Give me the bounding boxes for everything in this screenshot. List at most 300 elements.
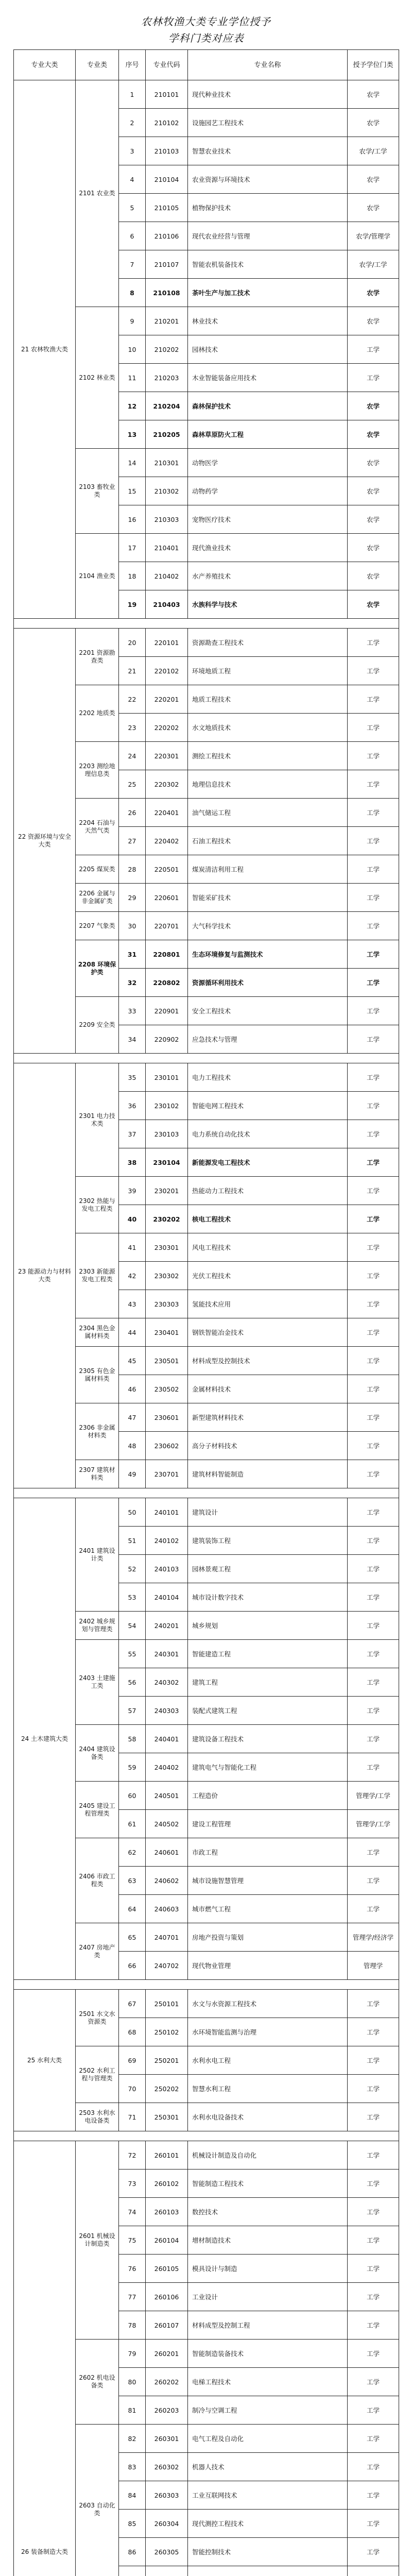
degree-cell: 工学 bbox=[348, 1148, 399, 1177]
degree-cell: 工学 bbox=[348, 2283, 399, 2311]
category-cell: 25 水利大类 bbox=[14, 1990, 76, 2131]
code-cell: 240402 bbox=[146, 1753, 188, 1782]
code-cell: 210101 bbox=[146, 80, 188, 109]
number-cell: 58 bbox=[119, 1725, 146, 1753]
major-name-cell: 大气科学技术 bbox=[188, 912, 348, 940]
number-cell: 75 bbox=[119, 2226, 146, 2255]
number-cell: 83 bbox=[119, 2453, 146, 2481]
major-name-cell: 数控技术 bbox=[188, 2198, 348, 2226]
degree-cell: 工学 bbox=[348, 2311, 399, 2340]
major-name-cell: 智能电网工程技术 bbox=[188, 1092, 348, 1120]
class-cell: 2601 机械设计制造类 bbox=[76, 2141, 119, 2340]
code-cell: 220601 bbox=[146, 884, 188, 912]
number-cell: 16 bbox=[119, 505, 146, 534]
degree-cell: 管理学 bbox=[348, 1952, 399, 1980]
degree-cell: 工学 bbox=[348, 2018, 399, 2046]
major-name-cell: 智慧农业技术 bbox=[188, 137, 348, 165]
class-cell: 2104 渔业类 bbox=[76, 534, 119, 619]
number-cell bbox=[119, 2566, 146, 2576]
major-name-cell: 植物保护技术 bbox=[188, 194, 348, 222]
major-name-cell: 高分子材料技术 bbox=[188, 1432, 348, 1460]
code-cell: 230202 bbox=[146, 1205, 188, 1233]
degree-cell: 管理学/经济学 bbox=[348, 1923, 399, 1952]
number-cell: 73 bbox=[119, 2170, 146, 2198]
degree-cell: 管理学/工学 bbox=[348, 1810, 399, 1838]
table-row bbox=[14, 1063, 399, 1092]
number-cell: 1 bbox=[119, 80, 146, 109]
degree-cell: 工学 bbox=[348, 1725, 399, 1753]
degree-cell: 工学 bbox=[348, 2170, 399, 2198]
code-cell: 260101 bbox=[146, 2141, 188, 2170]
major-name-cell: 机器人技术 bbox=[188, 2453, 348, 2481]
major-name-cell: 光伏工程技术 bbox=[188, 1262, 348, 1290]
number-cell: 47 bbox=[119, 1403, 146, 1432]
code-cell: 210303 bbox=[146, 505, 188, 534]
table-row bbox=[14, 1498, 399, 1527]
degree-cell: 工学 bbox=[348, 714, 399, 742]
major-name-cell: 园林技术 bbox=[188, 335, 348, 364]
code-cell: 210204 bbox=[146, 392, 188, 420]
header-number: 序号 bbox=[119, 50, 146, 80]
major-name-cell: 智能农机装备技术 bbox=[188, 250, 348, 279]
number-cell: 24 bbox=[119, 742, 146, 770]
code-cell: 260201 bbox=[146, 2340, 188, 2368]
number-cell: 11 bbox=[119, 364, 146, 392]
number-cell: 60 bbox=[119, 1782, 146, 1810]
degree-cell: 工学 bbox=[348, 2075, 399, 2103]
major-name-cell bbox=[188, 2566, 348, 2576]
number-cell: 74 bbox=[119, 2198, 146, 2226]
number-cell: 39 bbox=[119, 1177, 146, 1205]
separator-cell bbox=[14, 1488, 399, 1498]
code-cell: 250201 bbox=[146, 2046, 188, 2075]
degree-cell: 工学 bbox=[348, 1233, 399, 1262]
degree-cell: 工学 bbox=[348, 2538, 399, 2566]
degree-cell: 工学 bbox=[348, 2368, 399, 2396]
code-cell: 230502 bbox=[146, 1375, 188, 1403]
class-cell: 2502 水利工程与管理类 bbox=[76, 2046, 119, 2103]
class-cell: 2403 土建施工类 bbox=[76, 1640, 119, 1725]
degree-cell: 工学 bbox=[348, 629, 399, 657]
major-name-cell: 测绘工程技术 bbox=[188, 742, 348, 770]
major-name-cell: 水产养殖技术 bbox=[188, 562, 348, 590]
major-name-cell: 茶叶生产与加工技术 bbox=[188, 279, 348, 307]
major-name-cell: 城市燃气工程 bbox=[188, 1895, 348, 1923]
major-name-cell: 安全工程技术 bbox=[188, 997, 348, 1025]
number-cell: 61 bbox=[119, 1810, 146, 1838]
code-cell: 220202 bbox=[146, 714, 188, 742]
major-name-cell: 建筑电气与智能化工程 bbox=[188, 1753, 348, 1782]
code-cell: 230401 bbox=[146, 1318, 188, 1347]
degree-cell: 工学 bbox=[348, 1895, 399, 1923]
code-cell: 210302 bbox=[146, 477, 188, 505]
number-cell: 10 bbox=[119, 335, 146, 364]
number-cell: 70 bbox=[119, 2075, 146, 2103]
block-separator-row bbox=[14, 2131, 399, 2141]
major-name-cell: 煤炭清洁利用工程 bbox=[188, 855, 348, 884]
number-cell: 49 bbox=[119, 1460, 146, 1488]
number-cell: 59 bbox=[119, 1753, 146, 1782]
number-cell: 79 bbox=[119, 2340, 146, 2368]
code-cell: 230601 bbox=[146, 1403, 188, 1432]
document-title bbox=[0, 13, 412, 46]
code-cell: 230201 bbox=[146, 1177, 188, 1205]
class-cell: 2203 测绘地理信息类 bbox=[76, 742, 119, 799]
code-cell: 260305 bbox=[146, 2538, 188, 2566]
title-line-1: 农林牧渔大类专业学位授予 bbox=[141, 15, 271, 28]
code-cell: 210205 bbox=[146, 420, 188, 449]
code-cell: 250101 bbox=[146, 1990, 188, 2018]
degree-cell: 工学 bbox=[348, 742, 399, 770]
major-name-cell: 园林景观工程 bbox=[188, 1555, 348, 1583]
number-cell: 71 bbox=[119, 2103, 146, 2131]
degree-cell: 工学 bbox=[348, 2481, 399, 2510]
degree-cell: 工学 bbox=[348, 1063, 399, 1092]
major-name-cell: 水文地质技术 bbox=[188, 714, 348, 742]
class-cell: 2407 房地产类 bbox=[76, 1923, 119, 1980]
number-cell: 40 bbox=[119, 1205, 146, 1233]
code-cell: 240501 bbox=[146, 1782, 188, 1810]
major-name-cell: 木业智能装备应用技术 bbox=[188, 364, 348, 392]
code-cell: 220302 bbox=[146, 770, 188, 799]
major-name-cell: 智慧水利工程 bbox=[188, 2075, 348, 2103]
major-name-cell: 动物医学 bbox=[188, 449, 348, 477]
number-cell: 78 bbox=[119, 2311, 146, 2340]
number-cell: 20 bbox=[119, 629, 146, 657]
code-cell: 240701 bbox=[146, 1923, 188, 1952]
code-cell: 240603 bbox=[146, 1895, 188, 1923]
degree-cell: 农学 bbox=[348, 534, 399, 562]
degree-cell: 工学 bbox=[348, 1990, 399, 2018]
number-cell: 28 bbox=[119, 855, 146, 884]
code-cell: 230101 bbox=[146, 1063, 188, 1092]
class-cell: 2404 建筑设备类 bbox=[76, 1725, 119, 1782]
major-name-cell: 建筑材料智能制造 bbox=[188, 1460, 348, 1488]
major-name-cell: 智能建造工程 bbox=[188, 1640, 348, 1668]
code-cell: 230303 bbox=[146, 1290, 188, 1318]
number-cell: 26 bbox=[119, 799, 146, 827]
code-cell: 230302 bbox=[146, 1262, 188, 1290]
block-separator-row bbox=[14, 1488, 399, 1498]
class-cell: 2305 有色金属材料类 bbox=[76, 1347, 119, 1403]
degree-cell: 工学 bbox=[348, 1347, 399, 1375]
code-cell: 220102 bbox=[146, 657, 188, 685]
degree-cell: 工学 bbox=[348, 2141, 399, 2170]
number-cell: 43 bbox=[119, 1290, 146, 1318]
title-line-2: 学科门类对应表 bbox=[168, 32, 244, 44]
degree-cell: 农学 bbox=[348, 392, 399, 420]
code-cell: 260104 bbox=[146, 2226, 188, 2255]
degree-cell: 工学 bbox=[348, 1092, 399, 1120]
degree-cell: 工学 bbox=[348, 1375, 399, 1403]
major-name-cell: 电力工程技术 bbox=[188, 1063, 348, 1092]
code-cell: 250102 bbox=[146, 2018, 188, 2046]
separator-cell bbox=[14, 1980, 399, 1990]
category-cell: 23 能源动力与材料大类 bbox=[14, 1063, 76, 1488]
table-row bbox=[14, 1990, 399, 2018]
code-cell: 220802 bbox=[146, 969, 188, 997]
major-name-cell: 金属材料技术 bbox=[188, 1375, 348, 1403]
separator-cell bbox=[14, 619, 399, 629]
number-cell: 46 bbox=[119, 1375, 146, 1403]
separator-cell bbox=[14, 2131, 399, 2141]
number-cell: 76 bbox=[119, 2255, 146, 2283]
number-cell: 81 bbox=[119, 2396, 146, 2425]
number-cell: 6 bbox=[119, 222, 146, 250]
separator-cell bbox=[14, 1054, 399, 1063]
number-cell: 66 bbox=[119, 1952, 146, 1980]
number-cell: 3 bbox=[119, 137, 146, 165]
class-cell: 2603 自动化类 bbox=[76, 2425, 119, 2576]
code-cell: 230602 bbox=[146, 1432, 188, 1460]
major-name-cell: 模具设计与制造 bbox=[188, 2255, 348, 2283]
class-cell: 2202 地质类 bbox=[76, 685, 119, 742]
class-cell: 2302 热能与发电工程类 bbox=[76, 1177, 119, 1233]
number-cell: 82 bbox=[119, 2425, 146, 2453]
code-cell: 220201 bbox=[146, 685, 188, 714]
degree-cell: 工学 bbox=[348, 1262, 399, 1290]
major-name-cell: 核电工程技术 bbox=[188, 1205, 348, 1233]
number-cell: 29 bbox=[119, 884, 146, 912]
code-cell: 220901 bbox=[146, 997, 188, 1025]
class-cell: 2102 林业类 bbox=[76, 307, 119, 449]
degree-cell: 工学 bbox=[348, 1753, 399, 1782]
major-name-cell: 装配式建筑工程 bbox=[188, 1697, 348, 1725]
major-name-cell: 热能动力工程技术 bbox=[188, 1177, 348, 1205]
class-cell: 2503 水利水电设备类 bbox=[76, 2103, 119, 2131]
number-cell: 54 bbox=[119, 1612, 146, 1640]
number-cell: 15 bbox=[119, 477, 146, 505]
major-name-cell: 生态环境修复与监测技术 bbox=[188, 940, 348, 969]
number-cell: 55 bbox=[119, 1640, 146, 1668]
block-separator-row bbox=[14, 619, 399, 629]
category-cell: 24 土木建筑大类 bbox=[14, 1498, 76, 1980]
degree-cell: 工学 bbox=[348, 1318, 399, 1347]
code-cell: 260203 bbox=[146, 2396, 188, 2425]
code-cell: 210202 bbox=[146, 335, 188, 364]
number-cell: 52 bbox=[119, 1555, 146, 1583]
major-name-cell: 宠物医疗技术 bbox=[188, 505, 348, 534]
class-cell: 2206 金属与非金属矿类 bbox=[76, 884, 119, 912]
number-cell: 31 bbox=[119, 940, 146, 969]
class-cell: 2205 煤炭类 bbox=[76, 855, 119, 884]
major-name-cell: 地理信息技术 bbox=[188, 770, 348, 799]
code-cell: 240602 bbox=[146, 1867, 188, 1895]
class-cell: 2306 非金属材料类 bbox=[76, 1403, 119, 1460]
number-cell: 12 bbox=[119, 392, 146, 420]
code-cell: 210108 bbox=[146, 279, 188, 307]
major-name-cell: 材料成型及控制技术 bbox=[188, 1347, 348, 1375]
degree-cell: 工学 bbox=[348, 1640, 399, 1668]
major-name-cell: 环境地质工程 bbox=[188, 657, 348, 685]
table-body bbox=[14, 80, 399, 2576]
degree-cell: 工学 bbox=[348, 770, 399, 799]
code-cell: 260304 bbox=[146, 2510, 188, 2538]
number-cell: 42 bbox=[119, 1262, 146, 1290]
major-name-cell: 现代测控工程技术 bbox=[188, 2510, 348, 2538]
major-name-cell: 建筑工程 bbox=[188, 1668, 348, 1697]
major-name-cell: 现代农业经营与管理 bbox=[188, 222, 348, 250]
major-name-cell: 动物药学 bbox=[188, 477, 348, 505]
degree-cell: 农学/管理学 bbox=[348, 222, 399, 250]
degree-cell: 农学 bbox=[348, 449, 399, 477]
major-name-cell: 工业设计 bbox=[188, 2283, 348, 2311]
code-cell: 210301 bbox=[146, 449, 188, 477]
number-cell: 36 bbox=[119, 1092, 146, 1120]
major-name-cell: 智能制造工程技术 bbox=[188, 2170, 348, 2198]
number-cell: 56 bbox=[119, 1668, 146, 1697]
number-cell: 80 bbox=[119, 2368, 146, 2396]
number-cell: 32 bbox=[119, 969, 146, 997]
degree-cell: 农学 bbox=[348, 109, 399, 137]
number-cell: 41 bbox=[119, 1233, 146, 1262]
code-cell: 250301 bbox=[146, 2103, 188, 2131]
number-cell: 23 bbox=[119, 714, 146, 742]
code-cell: 210102 bbox=[146, 109, 188, 137]
degree-cell: 农学 bbox=[348, 307, 399, 335]
degree-cell: 农学 bbox=[348, 194, 399, 222]
major-name-cell: 智能控制技术 bbox=[188, 2538, 348, 2566]
code-cell: 230104 bbox=[146, 1148, 188, 1177]
degree-cell: 工学 bbox=[348, 997, 399, 1025]
code-cell: 240702 bbox=[146, 1952, 188, 1980]
degree-cell: 工学 bbox=[348, 1432, 399, 1460]
degree-cell: 工学 bbox=[348, 1460, 399, 1488]
code-cell: 240101 bbox=[146, 1498, 188, 1527]
degree-cell: 农学 bbox=[348, 420, 399, 449]
degree-cell: 工学 bbox=[348, 1498, 399, 1527]
degree-cell: 工学 bbox=[348, 2046, 399, 2075]
number-cell: 27 bbox=[119, 827, 146, 855]
degree-cell: 工学 bbox=[348, 1867, 399, 1895]
major-name-cell: 森林保护技术 bbox=[188, 392, 348, 420]
code-cell: 210201 bbox=[146, 307, 188, 335]
number-cell: 13 bbox=[119, 420, 146, 449]
number-cell: 84 bbox=[119, 2481, 146, 2510]
class-cell: 2208 环境保护类 bbox=[76, 940, 119, 997]
code-cell: 240302 bbox=[146, 1668, 188, 1697]
major-name-cell: 建筑设计 bbox=[188, 1498, 348, 1527]
degree-cell: 农学 bbox=[348, 80, 399, 109]
table-row bbox=[14, 80, 399, 109]
number-cell: 21 bbox=[119, 657, 146, 685]
code-cell: 260302 bbox=[146, 2453, 188, 2481]
major-name-cell: 工业互联网技术 bbox=[188, 2481, 348, 2510]
number-cell: 5 bbox=[119, 194, 146, 222]
major-name-cell: 应急技术与管理 bbox=[188, 1025, 348, 1054]
major-name-cell: 建筑设备工程技术 bbox=[188, 1725, 348, 1753]
degree-cell: 工学 bbox=[348, 1612, 399, 1640]
number-cell: 18 bbox=[119, 562, 146, 590]
number-cell: 34 bbox=[119, 1025, 146, 1054]
degree-cell: 工学 bbox=[348, 940, 399, 969]
major-name-cell: 制冷与空调工程 bbox=[188, 2396, 348, 2425]
class-cell: 2201 资源勘查类 bbox=[76, 629, 119, 685]
major-name-cell: 林业技术 bbox=[188, 307, 348, 335]
number-cell: 14 bbox=[119, 449, 146, 477]
major-name-cell: 水利水电设备技术 bbox=[188, 2103, 348, 2131]
class-cell: 2401 建筑设计类 bbox=[76, 1498, 119, 1612]
major-name-cell: 资源循环利用技术 bbox=[188, 969, 348, 997]
degree-cell: 工学 bbox=[348, 1668, 399, 1697]
degree-cell: 管理学/工学 bbox=[348, 1782, 399, 1810]
degree-cell: 工学 bbox=[348, 1555, 399, 1583]
class-cell: 2103 畜牧业类 bbox=[76, 449, 119, 534]
major-name-cell: 油气储运工程 bbox=[188, 799, 348, 827]
major-name-cell: 建设工程管理 bbox=[188, 1810, 348, 1838]
major-name-cell: 资源勘查工程技术 bbox=[188, 629, 348, 657]
number-cell: 85 bbox=[119, 2510, 146, 2538]
major-name-cell: 新型建筑材料技术 bbox=[188, 1403, 348, 1432]
degree-cell: 工学 bbox=[348, 2198, 399, 2226]
number-cell: 48 bbox=[119, 1432, 146, 1460]
degree-cell: 农学/工学 bbox=[348, 250, 399, 279]
code-cell: 210103 bbox=[146, 137, 188, 165]
class-cell: 2405 建设工程管理类 bbox=[76, 1782, 119, 1838]
major-name-cell: 水族科学与技术 bbox=[188, 590, 348, 619]
code-cell: 250202 bbox=[146, 2075, 188, 2103]
code-cell: 260107 bbox=[146, 2311, 188, 2340]
major-name-cell: 电梯工程技术 bbox=[188, 2368, 348, 2396]
code-cell: 240104 bbox=[146, 1583, 188, 1612]
number-cell: 65 bbox=[119, 1923, 146, 1952]
number-cell: 77 bbox=[119, 2283, 146, 2311]
majors-table bbox=[13, 49, 399, 2576]
degree-cell: 工学 bbox=[348, 2103, 399, 2131]
code-cell: 230103 bbox=[146, 1120, 188, 1148]
code-cell: 240102 bbox=[146, 1527, 188, 1555]
table-header-row bbox=[14, 50, 399, 80]
code-cell: 240301 bbox=[146, 1640, 188, 1668]
degree-cell: 农学 bbox=[348, 165, 399, 194]
major-name-cell: 工程造价 bbox=[188, 1782, 348, 1810]
code-cell: 220101 bbox=[146, 629, 188, 657]
degree-cell: 工学 bbox=[348, 2453, 399, 2481]
table-row bbox=[14, 629, 399, 657]
header-degree: 授予学位门类 bbox=[348, 50, 399, 80]
code-cell: 220701 bbox=[146, 912, 188, 940]
number-cell: 17 bbox=[119, 534, 146, 562]
header-category: 专业大类 bbox=[14, 50, 76, 80]
code-cell: 210105 bbox=[146, 194, 188, 222]
major-name-cell: 石油工程技术 bbox=[188, 827, 348, 855]
header-class: 专业类 bbox=[76, 50, 119, 80]
header-major-name: 专业名称 bbox=[188, 50, 348, 80]
degree-cell: 工学 bbox=[348, 364, 399, 392]
category-cell: 22 资源环境与安全大类 bbox=[14, 629, 76, 1054]
code-cell: 240601 bbox=[146, 1838, 188, 1867]
table-row bbox=[14, 2141, 399, 2170]
major-name-cell: 新能源发电工程技术 bbox=[188, 1148, 348, 1177]
major-name-cell: 城市设计数字技术 bbox=[188, 1583, 348, 1612]
code-cell: 210107 bbox=[146, 250, 188, 279]
major-name-cell: 水文与水资源工程技术 bbox=[188, 1990, 348, 2018]
number-cell: 7 bbox=[119, 250, 146, 279]
major-name-cell: 城市设施智慧管理 bbox=[188, 1867, 348, 1895]
number-cell: 69 bbox=[119, 2046, 146, 2075]
class-cell: 2101 农业类 bbox=[76, 80, 119, 307]
class-cell: 2304 黑色金属材料类 bbox=[76, 1318, 119, 1347]
code-cell: 240502 bbox=[146, 1810, 188, 1838]
code-cell: 230501 bbox=[146, 1347, 188, 1375]
degree-cell: 工学 bbox=[348, 855, 399, 884]
degree-cell: 农学 bbox=[348, 590, 399, 619]
major-name-cell: 市政工程 bbox=[188, 1838, 348, 1867]
degree-cell: 农学 bbox=[348, 505, 399, 534]
degree-cell: 工学 bbox=[348, 1025, 399, 1054]
degree-cell: 工学 bbox=[348, 1697, 399, 1725]
major-name-cell: 现代渔业技术 bbox=[188, 534, 348, 562]
